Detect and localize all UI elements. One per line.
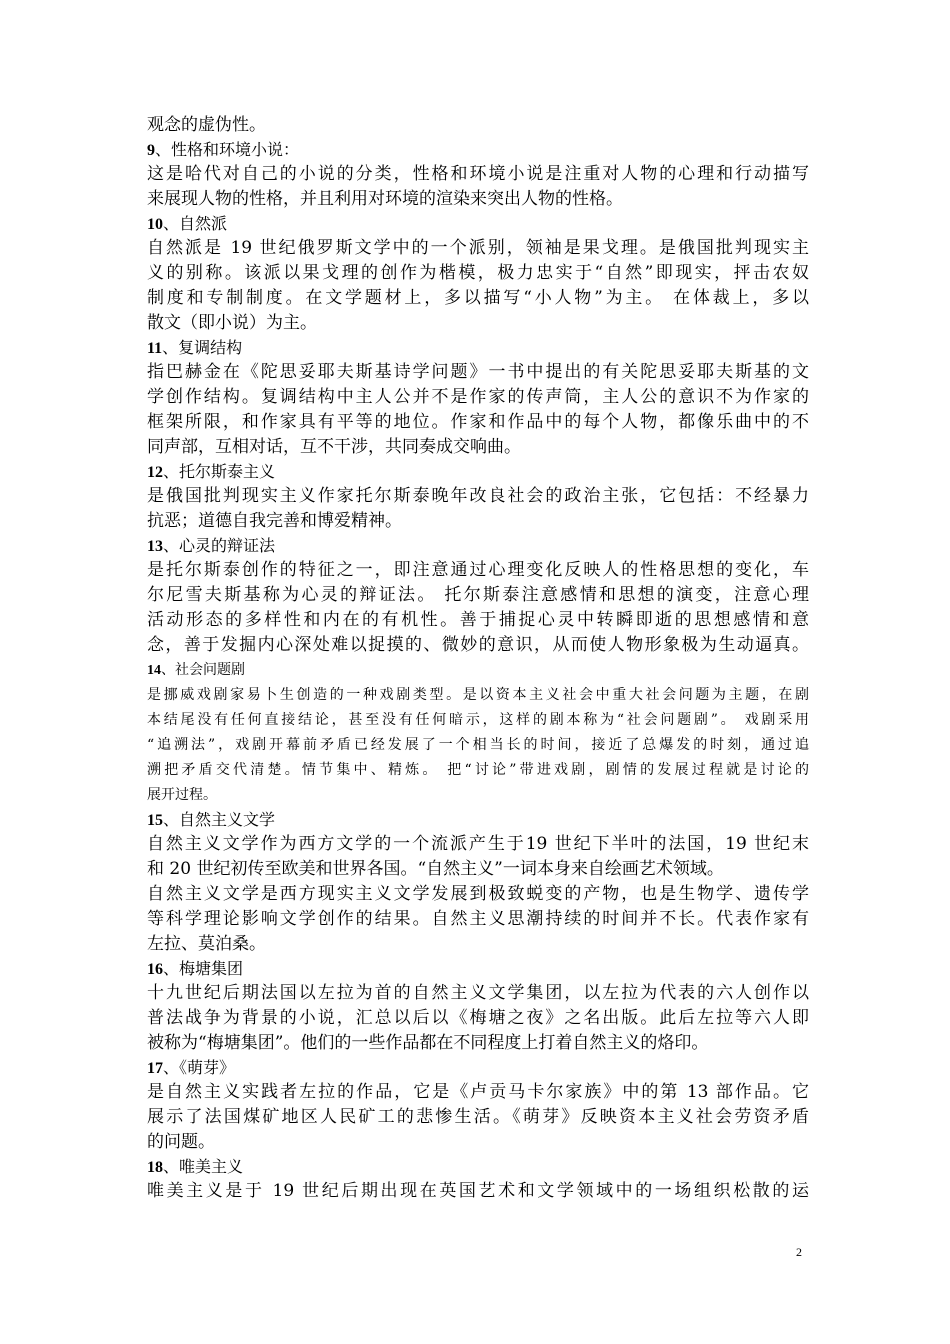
text-line: 散文（即小说）为主。	[147, 313, 317, 333]
text-line: 被称为“梅塘集团”。他们的一些作品都在不同程度上打着自然主义的烙印。	[147, 1033, 709, 1053]
text-line: 是自然主义实践者左拉的作品，它是《卢贡马卡尔家族》中的第 13 部作品。它	[147, 1082, 809, 1102]
text-line: 和 20 世纪初传至欧美和世界各国。“自然主义”一词本身来自绘画艺术领域。	[147, 859, 724, 879]
section-number: 9	[147, 142, 155, 159]
section-number: 16	[147, 961, 163, 978]
section-heading	[147, 1155, 809, 1179]
section-number: 11	[147, 340, 163, 357]
section-heading	[147, 138, 809, 162]
text-line: 框架所限，和作家具有平等的地位。作家和作品中的每个人物，都像乐曲中的不	[147, 412, 809, 432]
text-line: 制度和专制制度。在文学题材上，多以描写“小人物”为主。 在体裁上，多以	[147, 288, 809, 308]
text-line: 左拉、莫泊桑。	[147, 934, 266, 954]
text-line: 唯美主义是于 19 世纪后期出现在英国艺术和文学领域中的一场组织松散的运	[147, 1181, 809, 1201]
section-title: 、社会问题剧	[161, 662, 245, 678]
section-number: 12	[147, 464, 163, 481]
section-title: 、梅塘集团	[163, 959, 244, 978]
text-line: 普法战争为背景的小说，汇总以后以《梅塘之夜》之名出版。此后左拉等六人即	[147, 1008, 809, 1028]
text-line: 观念的虚伪性。	[147, 115, 266, 135]
section-title: 、心灵的辩证法	[163, 536, 276, 555]
section-title: 、唯美主义	[163, 1157, 244, 1176]
text-line: 等科学理论影响文学创作的结果。自然主义思潮持续的时间并不长。代表作家有	[147, 909, 809, 929]
section-number: 14	[147, 663, 161, 678]
text-line: 展开过程。	[147, 787, 217, 803]
text-line: 的问题。	[147, 1132, 215, 1152]
section-number: 13	[147, 538, 163, 555]
section-heading	[147, 957, 809, 981]
text-line: 自然派是 19 世纪俄罗斯文学中的一个派别，领袖是果戈理。是俄国批判现实主	[147, 238, 809, 258]
text-line: 来展现人物的性格，并且利用对环境的渲染来突出人物的性格。	[147, 189, 623, 209]
text-line: “追溯法”，戏剧开幕前矛盾已经发展了一个相当长的时间，接近了总爆发的时刻，通过追	[147, 737, 809, 753]
page-number: 2	[796, 1245, 802, 1259]
section-heading	[147, 1056, 809, 1080]
section-number: 10	[147, 216, 163, 233]
section-title: 、自然派	[163, 214, 228, 233]
text-line: 是挪威戏剧家易卜生创造的一种戏剧类型。是以资本主义社会中重大社会问题为主题，在剧	[147, 687, 809, 703]
section-title: 、《萌芽》	[163, 1058, 236, 1077]
section-number: 17	[147, 1060, 163, 1077]
text-line: 自然主义文学是西方现实主义文学发展到极致蜕变的产物，也是生物学、遗传学	[147, 884, 809, 904]
text-line: 同声部，互相对话，互不干涉，共同奏成交响曲。	[147, 437, 521, 457]
text-line: 自然主义文学作为西方文学的一个流派产生于19 世纪下半叶的法国，19 世纪末	[147, 834, 809, 854]
text-line: 这是哈代对自己的小说的分类，性格和环境小说是注重对人物的心理和行动描写	[147, 164, 809, 184]
section-title: 、托尔斯泰主义	[163, 462, 276, 481]
section-heading	[147, 460, 809, 484]
section-heading	[147, 534, 809, 558]
text-line: 溯把矛盾交代清楚。情节集中、精炼。 把“讨论”带进戏剧，剧情的发展过程就是讨论的	[147, 762, 809, 778]
section-heading	[147, 808, 809, 832]
text-line: 十九世纪后期法国以左拉为首的自然主义文学集团，以左拉为代表的六人创作以	[147, 983, 809, 1003]
section-title: 、性格和环境小说：	[155, 140, 300, 159]
text-line: 是俄国批判现实主义作家托尔斯泰晚年改良社会的政治主张，它包括：不经暴力	[147, 486, 809, 506]
section-heading	[147, 658, 809, 683]
text-line: 活动形态的多样性和内在的有机性。善于捕捉心灵中转瞬即逝的思想感情和意	[147, 610, 809, 630]
text-line: 展示了法国煤矿地区人民矿工的悲惨生活。《萌芽》反映资本主义社会劳资矛盾	[147, 1107, 809, 1127]
section-title: 、自然主义文学	[163, 810, 276, 829]
text-line: 是托尔斯泰创作的特征之一，即注意通过心理变化反映人的性格思想的变化，车	[147, 560, 809, 580]
section-heading	[147, 212, 809, 236]
text-line: 指巴赫金在《陀思妥耶夫斯基诗学问题》一书中提出的有关陀思妥耶夫斯基的文	[147, 362, 809, 382]
text-line: 念，善于发掘内心深处难以捉摸的、微妙的意识，从而使人物形象极为生动逼真。	[147, 635, 809, 655]
text-line: 学创作结构。复调结构中主人公并不是作家的传声筒，主人公的意识不为作家的	[147, 387, 809, 407]
section-title: 、复调结构	[162, 338, 243, 357]
section-number: 15	[147, 812, 163, 829]
section-heading	[147, 336, 809, 360]
text-line: 尔尼雪夫斯基称为心灵的辩证法。 托尔斯泰注意感情和思想的演变，注意心理	[147, 585, 809, 605]
document-body	[147, 113, 809, 1204]
text-line: 抗恶；道德自我完善和博爱精神。	[147, 511, 402, 531]
section-number: 18	[147, 1159, 163, 1176]
text-line: 义的别称。该派以果戈理的创作为楷模，极力忠实于“自然”即现实，抨击农奴	[147, 263, 809, 283]
text-line: 本结尾没有任何直接结论，甚至没有任何暗示，这样的剧本称为“社会问题剧”。 戏剧采用	[147, 712, 809, 728]
